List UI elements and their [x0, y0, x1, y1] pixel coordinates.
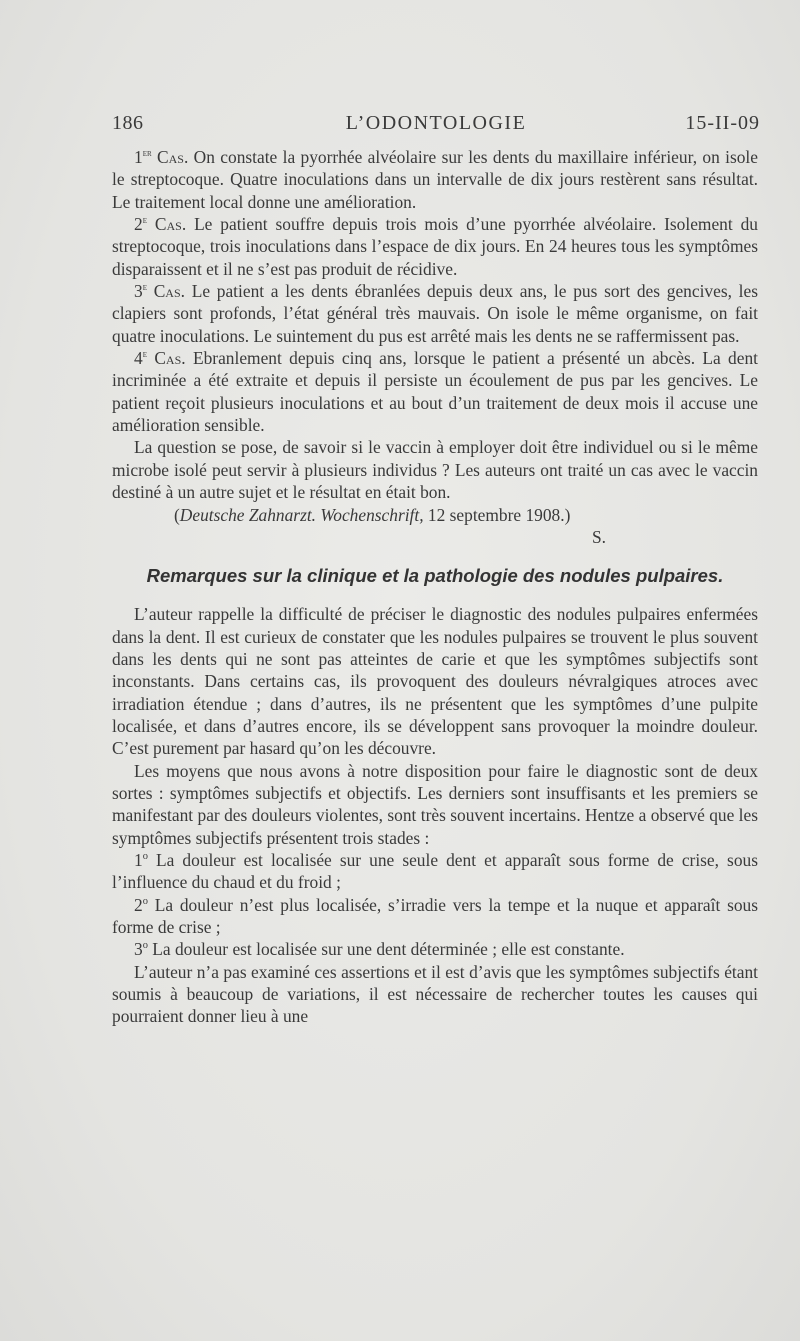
- case-paragraph: [112, 347, 758, 436]
- section-heading: Remarques sur la clinique et la pathologie des nodules pulpaires.: [146, 565, 724, 587]
- stage-item: [112, 894, 758, 939]
- case-text: Le patient a les dents ébranlées depuis deux ans, le pus sort des gencives, les clapiers sont profonds, l’état général très mauvais. On isole le même organisme, on fait quatre inoculations. Le suintement du pus est arrêté mais les dents ne se raffermissent pas.: [112, 281, 758, 346]
- stage-text: La douleur n’est plus localisée, s’irradie vers la tempe et la nuque et apparaît sous forme de crise ;: [112, 894, 758, 937]
- case-paragraph: [112, 146, 758, 213]
- case-label: 4e Cas.: [134, 348, 186, 369]
- case-label: 3e Cas.: [134, 281, 185, 302]
- case-label: 2e Cas.: [134, 214, 187, 235]
- case-text: Le patient souffre depuis trois mois d’une pyorrhée alvéolaire. Isolement du streptocoque, trois inoculations dans l’espace de dix jours. En 24 heures tous les symptômes disparaissent et il ne s’est pas produit de récidive.: [112, 214, 758, 279]
- case-text: Ebranlement depuis cinq ans, lorsque le patient a présenté un abcès. La dent incriminée a été extraite et depuis il persiste un écoulement de pus par les gencives. Le patient reçoit plusieurs inoculations et au bout d’un traitement de deux mois il accuse une amélioration sensible.: [112, 348, 759, 436]
- stage-item: [112, 938, 758, 960]
- closing-paragraph: L’auteur n’a pas examiné ces assertions et il est d’avis que les symptômes subjectifs étant soumis à beaucoup de variations, il est nécessaire de rechercher toutes les causes qui pourraient donner lieu à une: [112, 961, 758, 1027]
- stage-text: La douleur est localisée sur une dent déterminée ; elle est constante.: [152, 939, 625, 960]
- citation-journal: Deutsche Zahnarzt. Wochenschrift,: [179, 504, 424, 525]
- author-signature: S.: [591, 526, 606, 547]
- running-header: [112, 112, 760, 142]
- stage-number: 3$^o$: [134, 939, 148, 960]
- stage-text: La douleur est localisée sur une seule dent et apparaît sous forme de crise, sous l’influence du chaud et du froid ;: [112, 849, 758, 893]
- case-label: 1er Cas.: [134, 147, 189, 167]
- question-paragraph: La question se pose, de savoir si le vaccin à employer doit être individuel ou si le même microbe isolé peut servir à plusieurs individus ? Les auteurs ont traité un cas avec le vaccin destiné à un autre sujet et le résultat en était bon.: [112, 437, 758, 503]
- stage-number: 2$^o$: [134, 894, 148, 915]
- source-citation: (Deutsche Zahnarzt. Wochenschrift, 12 septembre 1908.): [174, 504, 571, 525]
- case-paragraph: [112, 213, 758, 280]
- article-body: [112, 146, 758, 1028]
- section-paragraph: Les moyens que nous avons à notre disposition pour faire le diagnostic sont de deux sortes : symptômes subjectifs et objectifs. Les derniers sont insuffisants et les premiers se manifestant par des douleurs violentes, sont très souvent incertains. Hentze a observé que les symptômes subjectifs présentent trois stades :: [112, 760, 758, 848]
- page-number: 186: [112, 112, 144, 134]
- case-paragraph: [112, 280, 758, 347]
- case-text: On constate la pyorrhée alvéolaire sur les dents du maxillaire inférieur, on isole le streptocoque. Quatre inoculations dans un intervalle de dix jours restèrent sans résultat. Le traitement local donne une amélioration.: [112, 147, 758, 212]
- section-paragraph: L’auteur rappelle la difficulté de préciser le diagnostic des nodules pulpaires enfermées dans la dent. Il est curieux de constater que les nodules pulpaires se trouvent le plus souvent dans les dents qui ne sont pas atteintes de carie et que les symptômes subjectifs sont inconstants. Dans certains cas, ils provoquent des douleurs névralgiques atroces avec irradiation étendue ; dans d’autres, ils ne présentent que les symptômes d’une pulpite localisée, et dans d’autres encore, ils se développent sans provoquer la moindre douleur. C’est purement par hasard qu’on les découvre.: [112, 604, 758, 759]
- stage-item: [112, 849, 758, 894]
- issue-date: 15-II-09: [685, 112, 760, 134]
- journal-title: L’ODONTOLOGIE: [345, 112, 527, 134]
- stage-number: 1$^o$: [134, 849, 148, 870]
- citation-date: 12 septembre 1908.): [423, 504, 571, 525]
